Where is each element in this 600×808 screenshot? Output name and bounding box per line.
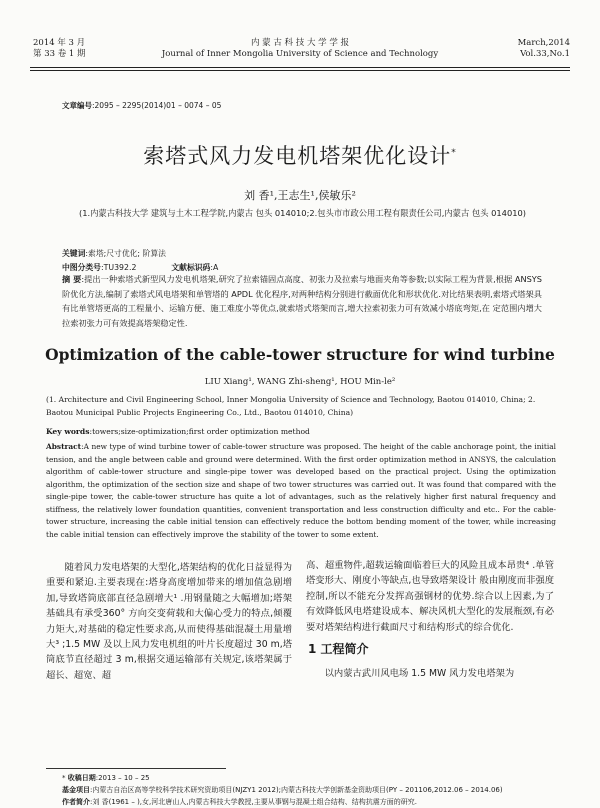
authors-cn: 刘 香¹,王志生¹,侯敏乐² xyxy=(244,189,356,202)
header-volume-en: Vol.33,No.1 xyxy=(520,49,570,59)
keywords-en-label: Key words xyxy=(46,427,90,436)
fund-value: :内蒙古自治区高等学校科学技术研究资助项目(NJZY1 2012);内蒙古科技大学创新基金资助项目(PY – 201106,2012.06 – 2014.06) xyxy=(90,786,503,794)
footnote-fund xyxy=(62,784,562,796)
author-bio-label: 作者简介 xyxy=(62,798,90,806)
authors-en: LIU Xiang¹, WANG Zhi-sheng¹, HOU Min-le² xyxy=(204,377,396,387)
body-right-column: 高、超重物件,超载运输面临着巨大的风险且成本昂贵⁴ .单管塔变形大、刚度小等缺点,也导致塔架设计 般由刚度而非强度控制,所以不能充分发挥高强钢材的优势.综合以上因素,为了有效降低风电塔建设成本、解决风机大型化的发展瓶颈,有必要对塔架结构进行截面尺寸和结构形式的综合优化. xyxy=(306,560,554,633)
header-rule-thick xyxy=(30,67,570,68)
header-volume-cn: 第 33 卷 1 期 xyxy=(33,49,86,59)
footnote-rule xyxy=(46,768,226,769)
received-label: 收稿日期 xyxy=(67,774,96,782)
keywords-cn-value: :索塔;尺寸优化; 阶算法 xyxy=(85,249,166,258)
fund-label: 基金项目 xyxy=(62,786,90,794)
class-no-value: :TU392.2 xyxy=(100,263,137,272)
section-heading: 1 工程简介 xyxy=(308,642,369,656)
abstract-en-text: :A new type of wind turbine tower of cable-tower structure was proposed. The height of the cable anchorage point, the initial tension, and the angle between cable and ground were determined. With the first order optimization method in ANSYS, the calculation algorithm of cable-tower structure and single-pipe tower was developed based on the practical project. Using the optimization algorithm, the optimization of the section size and shape of two tower structures was carried out. It was found that compared with the single-pipe tower, the cable-tower structure has quite a lot of advantages, such as the relatively higher first natural frequency and stiffness, the relatively lower foundation quantities, convenient transportation and less construction difficulty and etc.. For the cable-tower structure, increasing the cable initial tension can effectively reduce the bottom bending moment of the tower, while increasing the cable initial tension can effectively improve the stability of the tower to some extent. xyxy=(46,442,556,539)
author-bio-value: :刘 香(1961 – ),女,河北唐山人,内蒙古科技大学教授,主要从事钢与混凝土组合结构、结构抗震方面的研究. xyxy=(90,798,417,806)
header-rule-thin xyxy=(30,70,570,71)
affiliation-en: (1. Architecture and Civil Engineering School, Inner Mongolia University of Science and Technology, Baotou 014010, China; 2. Baotou Municipal Public Projects Engineering Co., Ltd., Baotou 014010, China) xyxy=(46,395,536,417)
title-footnote-marker: * xyxy=(451,148,457,158)
keywords-cn-label: 关键词 xyxy=(62,249,86,258)
journal-name-cn: 内 蒙 古 科 技 大 学 学 报 xyxy=(250,38,350,48)
abstract-en xyxy=(46,441,556,541)
header-date-en: March,2014 xyxy=(517,38,570,48)
title-cn: 索塔式风力发电机塔架优化设计 xyxy=(143,144,452,168)
doc-code-label: 文献标识码 xyxy=(171,263,211,272)
footnote-author xyxy=(62,796,562,808)
abstract-cn xyxy=(62,272,542,330)
affiliation-cn: (1.内蒙古科技大学 建筑与土木工程学院,内蒙古 包头 014010;2.包头市市政公用工程有限责任公司,内蒙古 包头 014010) xyxy=(78,208,527,218)
article-number xyxy=(62,100,221,111)
article-number-label: 文章编号 xyxy=(62,101,92,110)
abstract-cn-label: 摘 要 xyxy=(62,274,82,284)
article-number-value: :2095 – 2295(2014)01 – 0074 – 05 xyxy=(92,101,222,110)
header-right xyxy=(518,38,570,60)
journal-name-en: Journal of Inner Mongolia University of Science and Technology xyxy=(161,49,439,59)
received-value: :2013 – 10 – 25 xyxy=(95,774,150,782)
class-no-label: 中图分类号 xyxy=(62,263,101,272)
doc-code-value: :A xyxy=(210,263,219,272)
section-body: 以内蒙古武川风电场 1.5 MW 风力发电塔架为 xyxy=(324,668,515,679)
header-center xyxy=(0,38,600,60)
title-en: Optimization of the cable-tower structure for wind turbine xyxy=(45,345,555,364)
keywords-en-value: :towers;size-optimization;first order optimization method xyxy=(89,427,310,436)
abstract-en-label: Abstract xyxy=(46,442,82,451)
header-date-cn: 2014 年 3 月 xyxy=(33,38,86,48)
footnote-received: * 收稿日期:2013 – 10 – 25 xyxy=(62,774,150,782)
abstract-cn-text: :提出一种索塔式新型风力发电机塔架,研究了拉索锚固点高度、初张力及拉索与地面夹角等参数;以实际工程为背景,根据 ANSYS 阶优化方法,编制了索塔式风电塔架和单管塔的 APDL 优化程序,对两种结构分别进行截面优化和形状优化.对比结果表明,索塔式塔架具有比单管塔更高的工程量小、运输方便、施工难度小等优点,就索塔式塔架而言,增大拉索初张力可有效减小塔底弯矩,在 定范围内增大拉索初张力可有效提高塔架稳定性. xyxy=(62,274,542,328)
body-left-column: 随着风力发电塔架的大型化,塔架结构的优化日益显得为重要和紧迫.主要表现在:塔身高度增加带来的增加值急剧增加,导致塔筒底部直径急剧增大¹ .用钢量随之大幅增加;塔架基础具有承受360° 方向交变荷载和大偏心受力的特点,倾覆力矩大,对基础的稳定性要求高,从而使得基础混凝土用量增大³ ;1.5 MW 及以上风力发电机组的叶片长度超过 30 m,塔筒底节直径超过 3 m,根据交通运输部有关规定,该塔架属于超长、超宽、超 xyxy=(46,562,292,681)
keywords-cn xyxy=(62,248,166,259)
keywords-en xyxy=(46,427,556,436)
title-cn-block xyxy=(0,140,600,170)
